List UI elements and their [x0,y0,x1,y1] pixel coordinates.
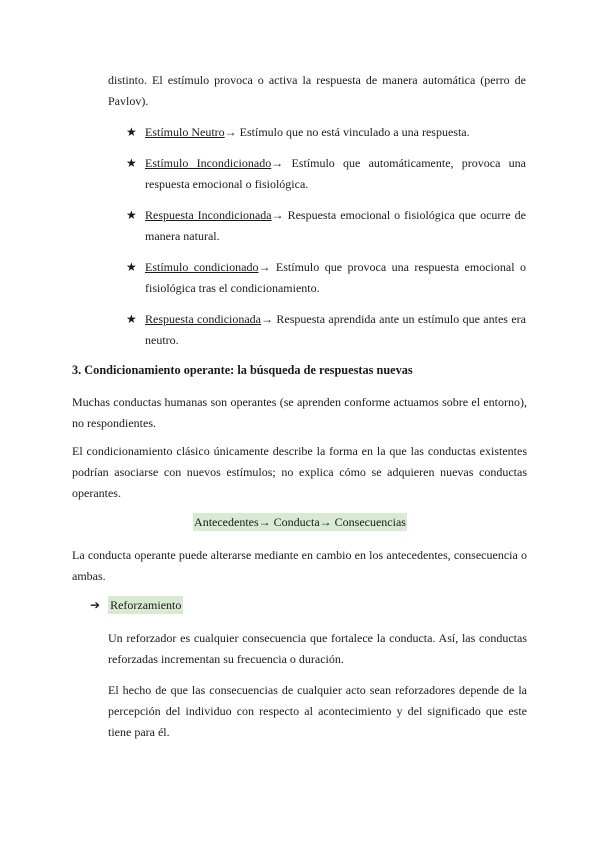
star-bullet-icon: ★ [126,125,137,139]
star-bullet-icon: ★ [126,156,137,170]
definition-item [126,122,526,143]
paragraph-reinforcer-definition: Un reforzador es cualquier consecuencia que fortalece la conducta. Así, las conductas reforzadas incrementan su frecuencia o duración. [108,631,527,666]
definition-item [126,309,526,351]
definition-text: Estímulo que automáticamente, provoca una respuesta emocional o fisiológica. [145,156,526,191]
definition-text: Respuesta emocional o fisiológica que ocurre de manera natural. [145,208,527,243]
arrow-glyph: → [271,156,284,170]
star-bullet-icon: ★ [126,208,137,222]
definition-text: Respuesta aprendida ante un estímulo que antes era neutro. [145,312,526,347]
star-bullet-icon: ★ [126,312,137,326]
abc-sequence [0,513,600,531]
definition-text: Estímulo que no está vinculado a una respuesta. [236,125,470,139]
definition-list [126,122,526,361]
paragraph-operant-change: La conducta operante puede alterarse mediante en cambio en los antecedentes, consecuencia o ambas. [72,548,527,583]
definition-term: Respuesta Incondicionada [145,208,272,222]
arrow-bullet-icon: ➔ [90,598,101,612]
paragraph-reinforcer-perception: El hecho de que las consecuencias de cualquier acto sean reforzadores depende de la percepción del individuo con respecto al acontecimiento y del significado que este tiene para él. [108,683,527,739]
arrow-glyph: → [258,260,271,274]
definition-term: Estímulo Neutro [145,125,225,139]
definition-term: Respuesta condicionada [145,312,262,326]
arrow-glyph: → [224,125,237,139]
paragraph-operant-behaviors: Muchas conductas humanas son operantes (se aprenden conforme actuamos sobre el entorno), no respondientes. [72,395,527,430]
definition-item [126,153,526,195]
abc-sequence-text: Antecedentes→ Conducta→ Consecuencias [194,515,406,529]
definition-item [126,205,526,247]
subsection-label: Reforzamiento [110,598,182,612]
definition-term: Estímulo Incondicionado [145,156,272,170]
star-bullet-icon: ★ [126,260,137,274]
arrow-glyph: → [271,208,284,222]
subsection-reforzamiento [90,598,183,613]
definition-item [126,257,526,299]
definition-term: Estímulo condicionado [145,260,259,274]
intro-paragraph: distinto. El estímulo provoca o activa la respuesta de manera automática (perro de Pavlov). [108,73,526,108]
definition-text: Estímulo que provoca una respuesta emocional o fisiológica tras el condicionamiento. [145,260,526,295]
paragraph-classical-conditioning: El condicionamiento clásico únicamente describe la forma en la que las conductas existentes podrían asociarse con nuevos estímulos; no explica cómo se adquieren nuevas conductas operantes. [72,444,527,500]
section-heading: 3. Condicionamiento operante: la búsqueda de respuestas nuevas [72,363,413,377]
arrow-glyph: → [261,312,274,326]
